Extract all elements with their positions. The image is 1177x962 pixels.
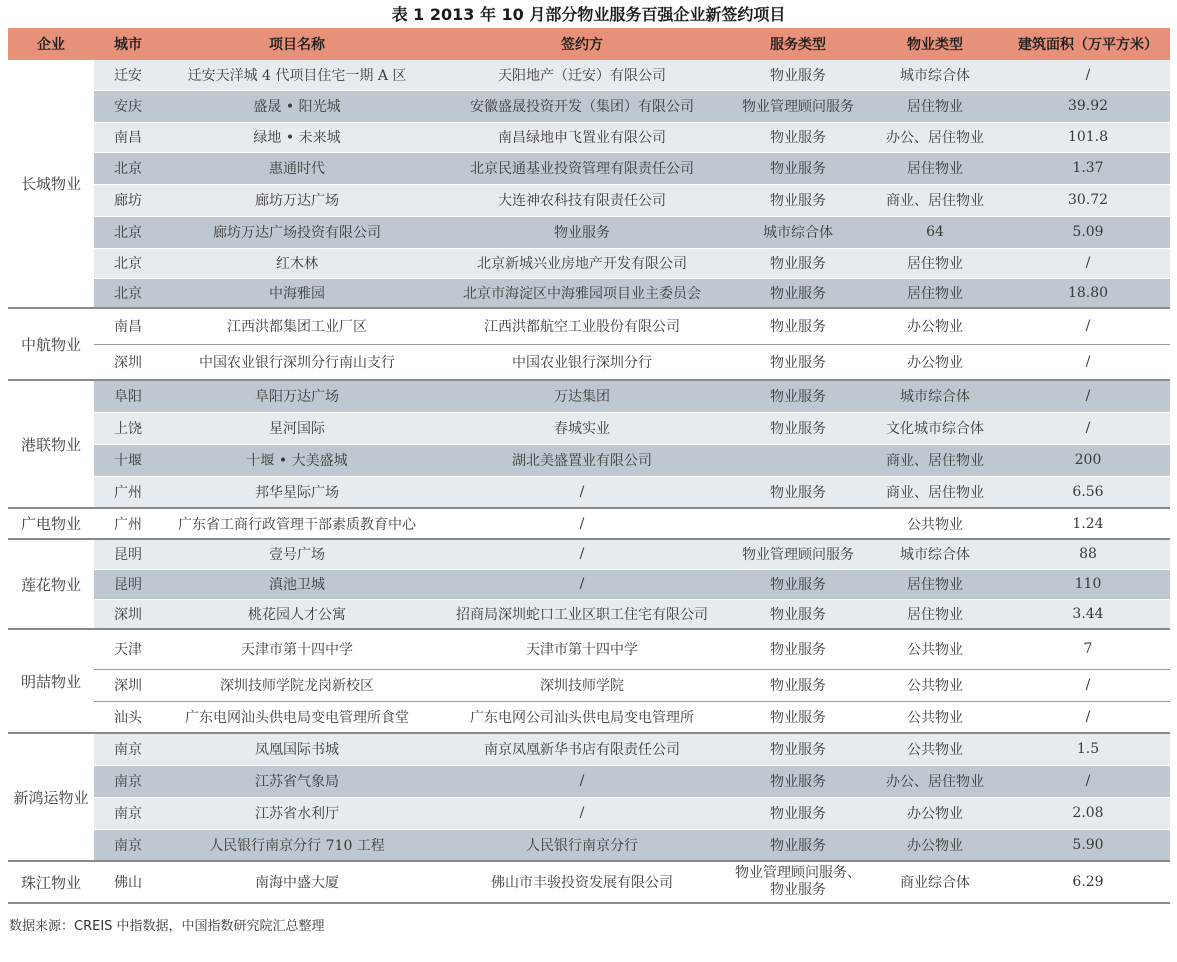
building-area-cell: 5.90 bbox=[1006, 829, 1170, 861]
building-area-cell: / bbox=[1006, 765, 1170, 797]
signing-party-cell: 万达集团 bbox=[432, 380, 732, 412]
city-cell: 昆明 bbox=[94, 569, 162, 599]
city-cell: 广州 bbox=[94, 476, 162, 508]
table-row bbox=[8, 90, 1170, 122]
property-type-cell: 文化城市综合体 bbox=[864, 412, 1006, 444]
property-type-cell: 居住物业 bbox=[864, 599, 1006, 629]
property-type-cell: 办公物业 bbox=[864, 308, 1006, 344]
company-cell: 长城物业 bbox=[8, 60, 94, 308]
building-area-cell: / bbox=[1006, 412, 1170, 444]
city-cell: 汕头 bbox=[94, 701, 162, 733]
table-row bbox=[8, 476, 1170, 508]
property-type-cell: 办公、居住物业 bbox=[864, 765, 1006, 797]
project-name-cell: 天津市第十四中学 bbox=[162, 629, 432, 669]
building-area-cell: / bbox=[1006, 669, 1170, 701]
property-type-cell: 居住物业 bbox=[864, 248, 1006, 278]
signing-party-cell: / bbox=[432, 765, 732, 797]
building-area-cell: 2.08 bbox=[1006, 797, 1170, 829]
table-row bbox=[8, 278, 1170, 308]
signing-party-cell: / bbox=[432, 797, 732, 829]
signing-party-cell: 天津市第十四中学 bbox=[432, 629, 732, 669]
project-name-cell: 绿地 • 未来城 bbox=[162, 122, 432, 152]
signing-party-cell: 佛山市丰骏投资发展有限公司 bbox=[432, 861, 732, 903]
company-cell: 广电物业 bbox=[8, 508, 94, 539]
building-area-cell: 18.80 bbox=[1006, 278, 1170, 308]
service-type-cell: 物业服务 bbox=[732, 797, 864, 829]
data-table bbox=[8, 28, 1170, 904]
property-type-cell: 公共物业 bbox=[864, 629, 1006, 669]
property-type-cell: 商业、居住物业 bbox=[864, 184, 1006, 216]
building-area-cell: 6.29 bbox=[1006, 861, 1170, 903]
service-type-cell bbox=[732, 508, 864, 539]
table-row bbox=[8, 797, 1170, 829]
table-row bbox=[8, 629, 1170, 669]
header-row bbox=[8, 28, 1170, 60]
project-name-cell: 惠通时代 bbox=[162, 152, 432, 184]
header-company: 企业 bbox=[8, 28, 94, 60]
building-area-cell: / bbox=[1006, 380, 1170, 412]
project-name-cell: 人民银行南京分行 710 工程 bbox=[162, 829, 432, 861]
building-area-cell: 88 bbox=[1006, 539, 1170, 569]
service-type-cell: 物业管理顾问服务 bbox=[732, 90, 864, 122]
project-name-cell: 江苏省气象局 bbox=[162, 765, 432, 797]
header-property-type: 物业类型 bbox=[864, 28, 1006, 60]
building-area-cell: 6.56 bbox=[1006, 476, 1170, 508]
building-area-cell: / bbox=[1006, 344, 1170, 380]
table-row bbox=[8, 701, 1170, 733]
city-cell: 十堰 bbox=[94, 444, 162, 476]
city-cell: 廊坊 bbox=[94, 184, 162, 216]
building-area-cell: / bbox=[1006, 308, 1170, 344]
property-type-cell: 商业、居住物业 bbox=[864, 476, 1006, 508]
signing-party-cell: 江西洪都航空工业股份有限公司 bbox=[432, 308, 732, 344]
service-type-cell: 物业服务 bbox=[732, 122, 864, 152]
signing-party-cell: 中国农业银行深圳分行 bbox=[432, 344, 732, 380]
table-body bbox=[8, 60, 1170, 903]
project-name-cell: 壹号广场 bbox=[162, 539, 432, 569]
signing-party-cell: 北京市海淀区中海雅园项目业主委员会 bbox=[432, 278, 732, 308]
service-type-cell: 物业服务 bbox=[732, 412, 864, 444]
signing-party-cell: / bbox=[432, 569, 732, 599]
building-area-cell: 30.72 bbox=[1006, 184, 1170, 216]
city-cell: 深圳 bbox=[94, 669, 162, 701]
project-name-cell: 十堰 • 大美盛城 bbox=[162, 444, 432, 476]
project-name-cell: 滇池卫城 bbox=[162, 569, 432, 599]
table-row bbox=[8, 248, 1170, 278]
city-cell: 阜阳 bbox=[94, 380, 162, 412]
city-cell: 南昌 bbox=[94, 308, 162, 344]
table-row bbox=[8, 829, 1170, 861]
signing-party-cell: 深圳技师学院 bbox=[432, 669, 732, 701]
table-row bbox=[8, 861, 1170, 903]
city-cell: 南昌 bbox=[94, 122, 162, 152]
city-cell: 北京 bbox=[94, 152, 162, 184]
signing-party-cell: 北京新城兴业房地产开发有限公司 bbox=[432, 248, 732, 278]
service-type-cell: 物业管理顾问服务、物业服务 bbox=[732, 861, 864, 903]
project-name-cell: 广东电网汕头供电局变电管理所食堂 bbox=[162, 701, 432, 733]
property-type-cell: 城市综合体 bbox=[864, 60, 1006, 90]
building-area-cell: / bbox=[1006, 701, 1170, 733]
project-name-cell: 凤凰国际书城 bbox=[162, 733, 432, 765]
company-cell: 明喆物业 bbox=[8, 629, 94, 733]
building-area-cell: / bbox=[1006, 60, 1170, 90]
table-row bbox=[8, 569, 1170, 599]
table-row bbox=[8, 216, 1170, 248]
signing-party-cell: / bbox=[432, 476, 732, 508]
project-name-cell: 阜阳万达广场 bbox=[162, 380, 432, 412]
city-cell: 深圳 bbox=[94, 599, 162, 629]
service-type-cell: 物业服务 bbox=[732, 278, 864, 308]
city-cell: 安庆 bbox=[94, 90, 162, 122]
city-cell: 深圳 bbox=[94, 344, 162, 380]
property-type-cell: 办公、居住物业 bbox=[864, 122, 1006, 152]
table-row bbox=[8, 599, 1170, 629]
project-name-cell: 红木林 bbox=[162, 248, 432, 278]
header-party: 签约方 bbox=[432, 28, 732, 60]
signing-party-cell: 南京凤凰新华书店有限责任公司 bbox=[432, 733, 732, 765]
city-cell: 南京 bbox=[94, 829, 162, 861]
signing-party-cell: 大连神农科技有限责任公司 bbox=[432, 184, 732, 216]
table-row bbox=[8, 733, 1170, 765]
city-cell: 南京 bbox=[94, 733, 162, 765]
signing-party-cell: 天阳地产（迁安）有限公司 bbox=[432, 60, 732, 90]
project-name-cell: 南海中盛大厦 bbox=[162, 861, 432, 903]
signing-party-cell: 南昌绿地申飞置业有限公司 bbox=[432, 122, 732, 152]
table-row bbox=[8, 539, 1170, 569]
building-area-cell: 200 bbox=[1006, 444, 1170, 476]
city-cell: 南京 bbox=[94, 797, 162, 829]
company-cell: 新鸿运物业 bbox=[8, 733, 94, 861]
company-cell: 中航物业 bbox=[8, 308, 94, 380]
property-type-cell: 商业综合体 bbox=[864, 861, 1006, 903]
building-area-cell: 39.92 bbox=[1006, 90, 1170, 122]
table-row bbox=[8, 60, 1170, 90]
city-cell: 北京 bbox=[94, 278, 162, 308]
company-cell: 港联物业 bbox=[8, 380, 94, 508]
city-cell: 上饶 bbox=[94, 412, 162, 444]
signing-party-cell: / bbox=[432, 539, 732, 569]
city-cell: 昆明 bbox=[94, 539, 162, 569]
property-type-cell: 公共物业 bbox=[864, 701, 1006, 733]
service-type-cell: 物业服务 bbox=[732, 344, 864, 380]
project-name-cell: 盛晟 • 阳光城 bbox=[162, 90, 432, 122]
service-type-cell: 物业服务 bbox=[732, 184, 864, 216]
table-row bbox=[8, 184, 1170, 216]
table-row bbox=[8, 444, 1170, 476]
source-note: 数据来源：CREIS 中指数据，中国指数研究院汇总整理 bbox=[9, 919, 325, 934]
table-title: 表 1 2013 年 10 月部分物业服务百强企业新签约项目 bbox=[391, 5, 786, 24]
service-type-cell: 物业服务 bbox=[732, 765, 864, 797]
property-type-cell: 办公物业 bbox=[864, 829, 1006, 861]
service-type-cell: 物业服务 bbox=[732, 829, 864, 861]
property-type-cell: 64 bbox=[864, 216, 1006, 248]
service-type-cell bbox=[732, 444, 864, 476]
city-cell: 北京 bbox=[94, 216, 162, 248]
project-name-cell: 廊坊万达广场 bbox=[162, 184, 432, 216]
header-project: 项目名称 bbox=[162, 28, 432, 60]
property-type-cell: 城市综合体 bbox=[864, 380, 1006, 412]
city-cell: 佛山 bbox=[94, 861, 162, 903]
property-type-cell: 公共物业 bbox=[864, 669, 1006, 701]
table-row bbox=[8, 412, 1170, 444]
signing-party-cell: 广东电网公司汕头供电局变电管理所 bbox=[432, 701, 732, 733]
building-area-cell: / bbox=[1006, 248, 1170, 278]
city-cell: 迁安 bbox=[94, 60, 162, 90]
property-type-cell: 居住物业 bbox=[864, 278, 1006, 308]
company-cell: 珠江物业 bbox=[8, 861, 94, 903]
property-type-cell: 居住物业 bbox=[864, 152, 1006, 184]
service-type-cell: 物业服务 bbox=[732, 733, 864, 765]
building-area-cell: 5.09 bbox=[1006, 216, 1170, 248]
project-name-cell: 迁安天洋城 4 代项目住宅一期 A 区 bbox=[162, 60, 432, 90]
service-type-cell: 物业服务 bbox=[732, 308, 864, 344]
service-type-cell: 城市综合体 bbox=[732, 216, 864, 248]
project-name-cell: 江苏省水利厅 bbox=[162, 797, 432, 829]
signing-party-cell: 北京民通基业投资管理有限责任公司 bbox=[432, 152, 732, 184]
table-row bbox=[8, 308, 1170, 344]
table-row bbox=[8, 152, 1170, 184]
building-area-cell: 1.24 bbox=[1006, 508, 1170, 539]
company-cell: 莲花物业 bbox=[8, 539, 94, 629]
signing-party-cell: 春城实业 bbox=[432, 412, 732, 444]
service-type-cell: 物业服务 bbox=[732, 599, 864, 629]
signing-party-cell: 湖北美盛置业有限公司 bbox=[432, 444, 732, 476]
table-row bbox=[8, 508, 1170, 539]
project-name-cell: 中海雅园 bbox=[162, 278, 432, 308]
service-type-cell: 物业服务 bbox=[732, 60, 864, 90]
property-type-cell: 办公物业 bbox=[864, 797, 1006, 829]
project-name-cell: 深圳技师学院龙岗新校区 bbox=[162, 669, 432, 701]
city-cell: 北京 bbox=[94, 248, 162, 278]
table-row bbox=[8, 380, 1170, 412]
table-row bbox=[8, 669, 1170, 701]
building-area-cell: 7 bbox=[1006, 629, 1170, 669]
property-type-cell: 居住物业 bbox=[864, 90, 1006, 122]
project-name-cell: 廊坊万达广场投资有限公司 bbox=[162, 216, 432, 248]
property-type-cell: 居住物业 bbox=[864, 569, 1006, 599]
city-cell: 广州 bbox=[94, 508, 162, 539]
signing-party-cell: 安徽盛晟投资开发（集团）有限公司 bbox=[432, 90, 732, 122]
service-type-cell: 物业服务 bbox=[732, 701, 864, 733]
table-row bbox=[8, 344, 1170, 380]
service-type-cell: 物业服务 bbox=[732, 629, 864, 669]
building-area-cell: 3.44 bbox=[1006, 599, 1170, 629]
header-city: 城市 bbox=[94, 28, 162, 60]
building-area-cell: 1.37 bbox=[1006, 152, 1170, 184]
service-type-cell: 物业管理顾问服务 bbox=[732, 539, 864, 569]
building-area-cell: 1.5 bbox=[1006, 733, 1170, 765]
table-row bbox=[8, 765, 1170, 797]
signing-party-cell: 物业服务 bbox=[432, 216, 732, 248]
property-type-cell: 商业、居住物业 bbox=[864, 444, 1006, 476]
service-type-cell: 物业服务 bbox=[732, 669, 864, 701]
project-name-cell: 星河国际 bbox=[162, 412, 432, 444]
property-type-cell: 公共物业 bbox=[864, 508, 1006, 539]
project-name-cell: 邦华星际广场 bbox=[162, 476, 432, 508]
service-type-cell: 物业服务 bbox=[732, 476, 864, 508]
project-name-cell: 广东省工商行政管理干部素质教育中心 bbox=[162, 508, 432, 539]
property-type-cell: 办公物业 bbox=[864, 344, 1006, 380]
project-name-cell: 桃花园人才公寓 bbox=[162, 599, 432, 629]
signing-party-cell: / bbox=[432, 508, 732, 539]
project-name-cell: 中国农业银行深圳分行南山支行 bbox=[162, 344, 432, 380]
city-cell: 南京 bbox=[94, 765, 162, 797]
building-area-cell: 110 bbox=[1006, 569, 1170, 599]
table-row bbox=[8, 122, 1170, 152]
header-area: 建筑面积（万平方米） bbox=[1006, 28, 1170, 60]
service-type-cell: 物业服务 bbox=[732, 152, 864, 184]
service-type-cell: 物业服务 bbox=[732, 569, 864, 599]
signing-party-cell: 招商局深圳蛇口工业区职工住宅有限公司 bbox=[432, 599, 732, 629]
property-type-cell: 公共物业 bbox=[864, 733, 1006, 765]
property-type-cell: 城市综合体 bbox=[864, 539, 1006, 569]
service-type-cell: 物业服务 bbox=[732, 380, 864, 412]
service-type-cell: 物业服务 bbox=[732, 248, 864, 278]
project-name-cell: 江西洪都集团工业厂区 bbox=[162, 308, 432, 344]
building-area-cell: 101.8 bbox=[1006, 122, 1170, 152]
signing-party-cell: 人民银行南京分行 bbox=[432, 829, 732, 861]
header-service: 服务类型 bbox=[732, 28, 864, 60]
city-cell: 天津 bbox=[94, 629, 162, 669]
